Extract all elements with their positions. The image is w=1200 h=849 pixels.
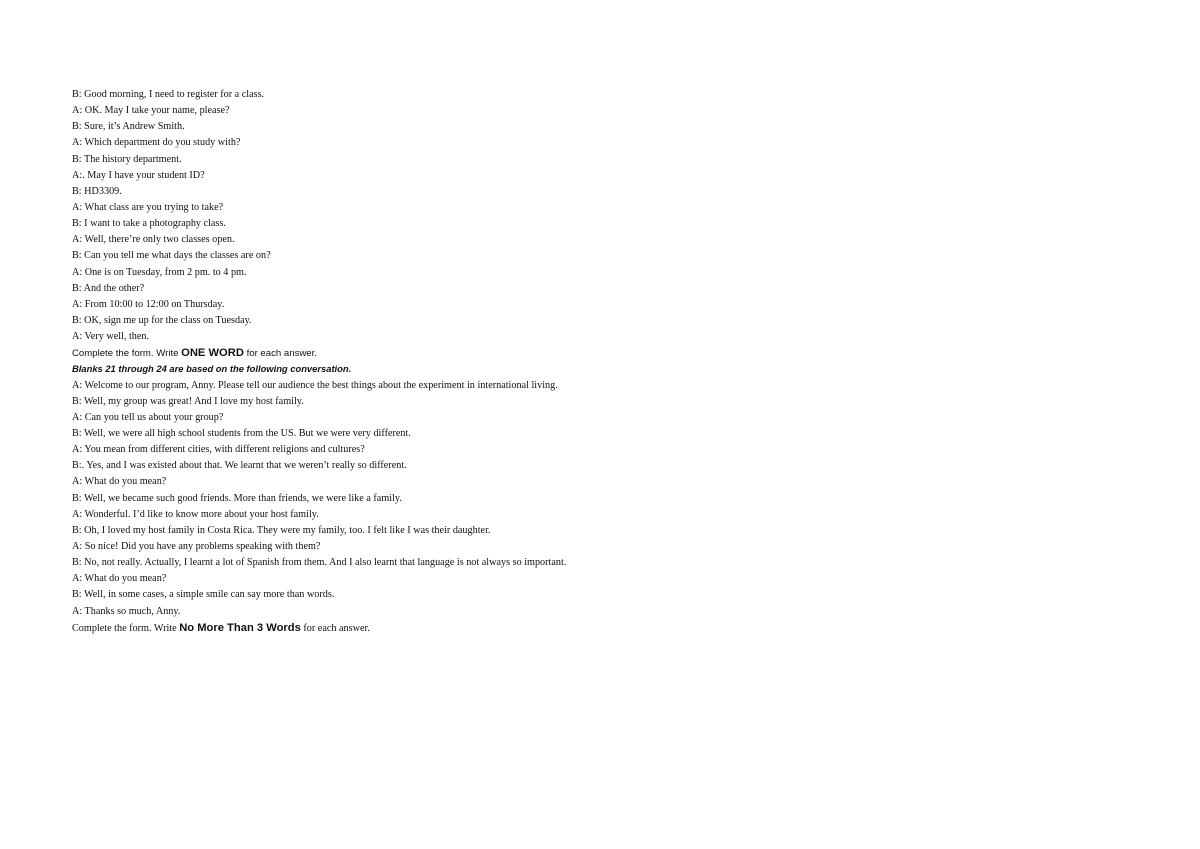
dialogue-line: B: Well, we were all high school students from the US. But we were very different.	[72, 427, 411, 439]
dialogue-line: A:. May I have your student ID?	[72, 169, 205, 181]
instruction-three-words	[72, 620, 1172, 636]
dialogue-line: A: Very well, then.	[72, 331, 150, 343]
instruction-emphasis: ONE WORD	[181, 347, 244, 360]
dialogue-line: A: Welcome to our program, Anny. Please tell our audience the best things about the experiment in international living.	[72, 379, 558, 391]
dialogue-line: B: HD3309.	[72, 185, 122, 197]
dialogue-line: A: What class are you trying to take?	[72, 201, 224, 213]
dialogue-line: B: And the other?	[72, 282, 145, 294]
dialogue-line: A: Can you tell us about your group?	[72, 411, 224, 423]
dialogue-line: A: Thanks so much, Anny.	[72, 605, 181, 617]
dialogue-line: B: Oh, I loved my host family in Costa Rica. They were my family, too. I felt like I was their daughter.	[72, 524, 491, 536]
dialogue-line: A: Which department do you study with?	[72, 137, 241, 149]
dialogue-line: B: Can you tell me what days the classes are on?	[72, 250, 271, 262]
dialogue-line: B: I want to take a photography class.	[72, 218, 226, 230]
dialogue-line: A: From 10:00 to 12:00 on Thursday.	[72, 298, 225, 310]
instruction-text: for each answer.	[300, 622, 370, 634]
dialogue-line: B: Good morning, I need to register for a class.	[72, 89, 265, 100]
instruction-one-word	[72, 345, 1172, 361]
instruction-text: for each answer.	[243, 348, 317, 360]
dialogue-line: A: What do you mean?	[72, 476, 167, 488]
dialogue-line: A: Well, there’re only two classes open.	[72, 234, 235, 246]
dialogue-line: A: Wonderful. I’d like to know more about your host family.	[72, 508, 319, 520]
section-heading: Blanks 21 through 24 are based on the following conversation.	[72, 363, 352, 375]
dialogue-line: B:. Yes, and I was existed about that. We learnt that we weren’t really so different.	[72, 460, 407, 472]
dialogue-line: B: The history department.	[72, 153, 182, 165]
dialogue-line: A: So nice! Did you have any problems speaking with them?	[72, 540, 321, 552]
instruction-emphasis: No More Than 3 Words	[179, 621, 301, 634]
instruction-text: Complete the form. Write	[72, 348, 182, 360]
dialogue-line: B: Well, we became such good friends. More than friends, we were like a family.	[72, 492, 402, 504]
instruction-text: Complete the form. Write	[72, 622, 180, 634]
dialogue-line: B: Well, my group was great! And I love my host family.	[72, 395, 304, 407]
dialogue-line: A: You mean from different cities, with different religions and cultures?	[72, 444, 365, 456]
dialogue-line: B: Sure, it’s Andrew Smith.	[72, 121, 185, 133]
conversation-2	[72, 378, 1172, 620]
dialogue-line: A: OK. May I take your name, please?	[72, 105, 230, 117]
dialogue-line: A: One is on Tuesday, from 2 pm. to 4 pm.	[72, 266, 247, 278]
document-body	[72, 87, 1172, 636]
conversation-1	[72, 87, 1172, 345]
dialogue-line: B: Well, in some cases, a simple smile can say more than words.	[72, 589, 335, 601]
dialogue-line: A: What do you mean?	[72, 573, 167, 585]
dialogue-line: B: OK, sign me up for the class on Tuesday.	[72, 314, 252, 326]
dialogue-line: B: No, not really. Actually, I learnt a lot of Spanish from them. And I also learnt that language is not always so important.	[72, 557, 567, 569]
